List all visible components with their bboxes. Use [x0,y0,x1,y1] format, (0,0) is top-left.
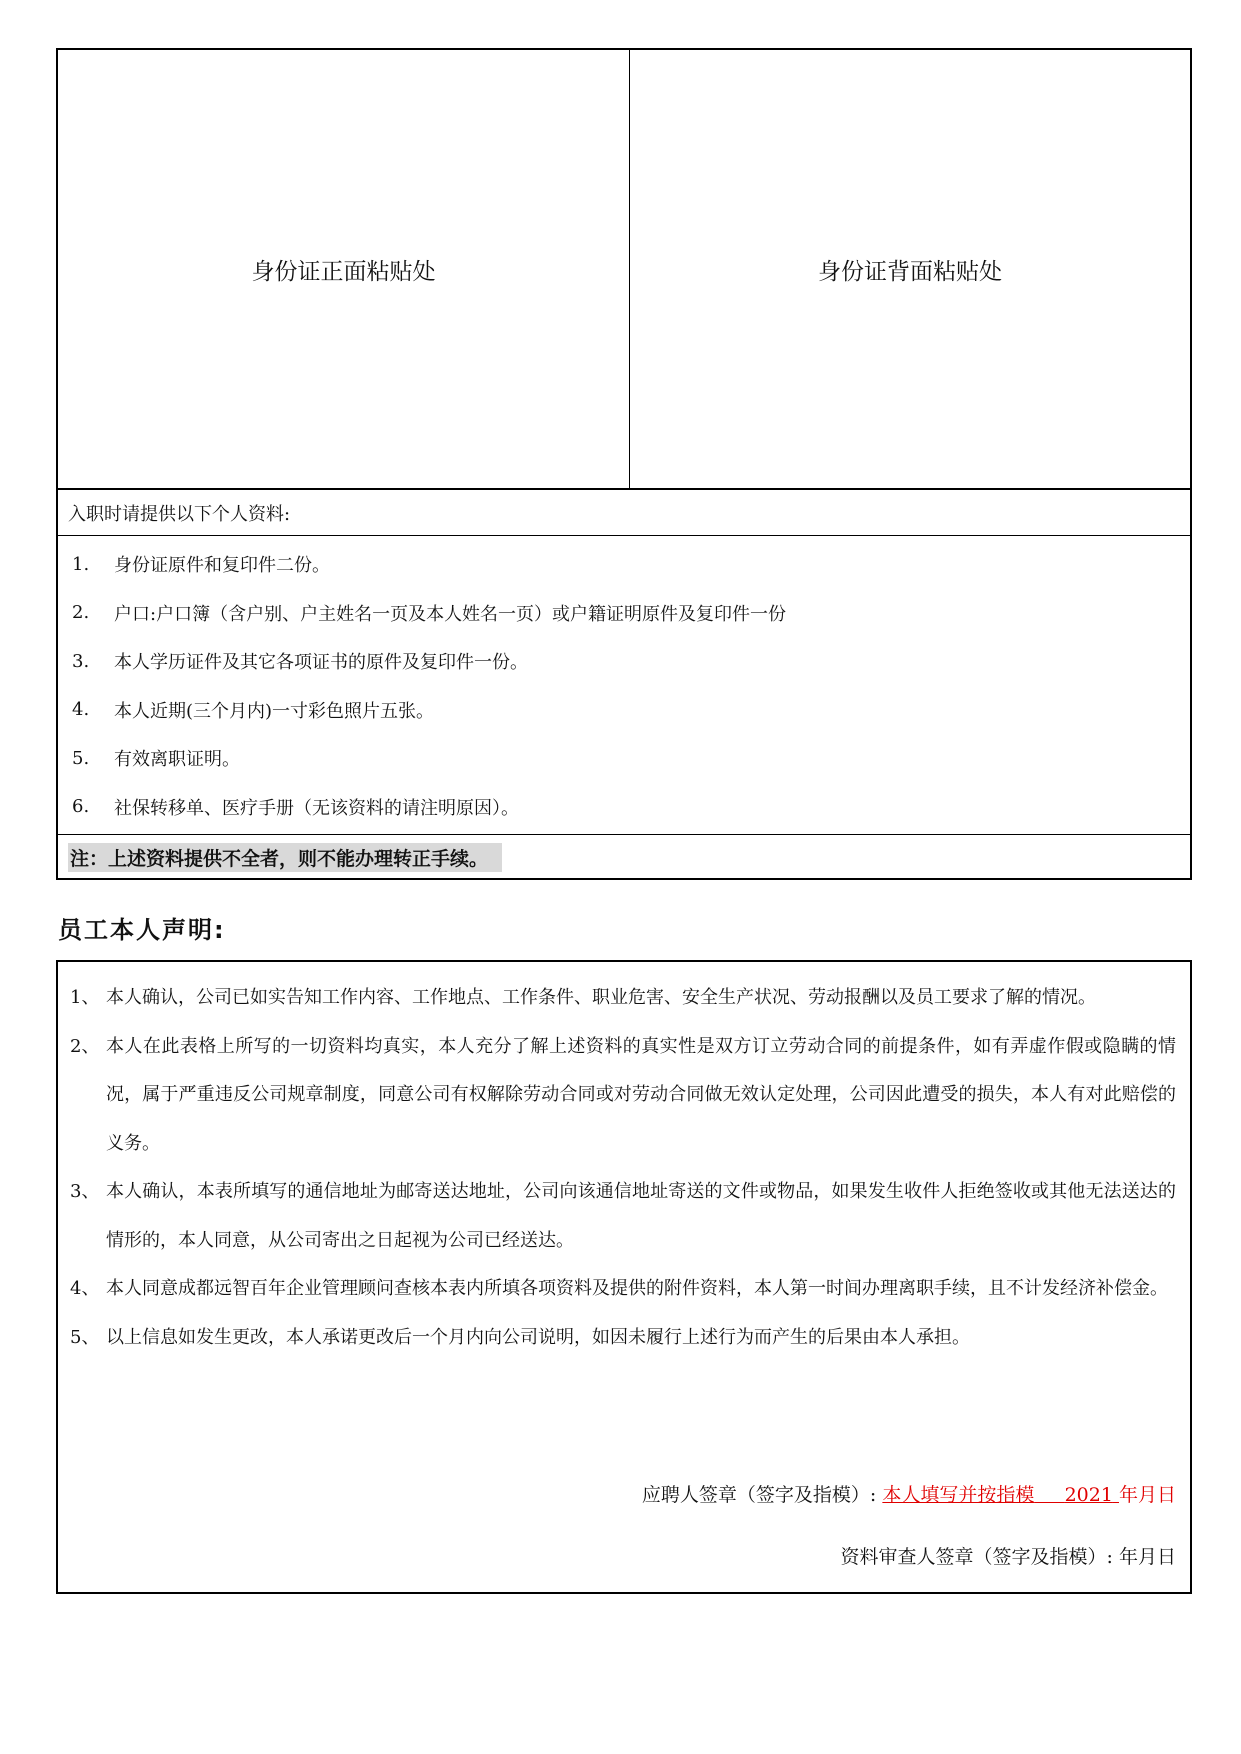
list-item [58,783,1190,832]
required-documents-section [56,488,1192,880]
item-number: 4. [72,699,90,721]
list-item [58,686,1190,735]
id-card-back-label: 身份证背面粘贴处 [818,258,1002,285]
applicant-signature-label: 应聘人签章（签字及指模）: [641,1484,877,1506]
declaration-list [58,962,1190,1362]
item-number: 6. [72,796,90,818]
applicant-signature-line [642,1480,1176,1507]
id-card-front-area[interactable] [58,50,630,488]
id-card-section [56,48,1192,490]
list-item [58,589,1190,638]
list-item [58,734,1190,783]
applicant-signature-value: 本人填写并按指模 [882,1484,1035,1506]
item-text: 本人确认，公司已如实告知工作内容、工作地点、工作条件、职业危害、安全生产状况、劳动报酬以及员工要求了解的情况。 [106,987,1096,1008]
list-item [58,540,1190,589]
item-text: 本人确认，本表所填写的通信地址为邮寄送达地址，公司向该通信地址寄送的文件或物品，如果发生收件人拒绝签收或其他无法送达的情形的，本人同意，从公司寄出之日起视为公司已经送达。 [106,1181,1176,1251]
item-text: 社保转移单、医疗手册（无该资料的请注明原因）。 [114,797,519,819]
item-number: 3、 [70,1181,100,1202]
documents-note-text: 注：上述资料提供不全者，则不能办理转正手续。 [68,843,502,872]
item-number: 1. [72,553,90,575]
applicant-date-suffix: 年月日 [1118,1484,1176,1506]
item-number: 3. [72,650,90,672]
item-number: 1、 [70,987,100,1008]
required-documents-header: 入职时请提供以下个人资料: [58,490,1190,536]
declaration-section [56,960,1192,1594]
documents-note [58,835,1190,880]
reviewer-signature-label: 资料审查人签章（签字及指模）: [840,1546,1113,1568]
item-text: 以上信息如发生更改，本人承诺更改后一个月内向公司说明，如因未履行上述行为而产生的后果由本人承担。 [106,1326,970,1348]
list-item [58,637,1190,686]
item-number: 4、 [70,1278,100,1299]
required-documents-list [58,536,1190,835]
item-number: 5. [72,747,90,769]
applicant-signature-field[interactable] [882,1484,1119,1506]
item-text: 有效离职证明。 [114,749,240,771]
item-text: 本人同意成都远智百年企业管理顾问查核本表内所填各项资料及提供的附件资料，本人第一时间办理离职手续，且不计发经济补偿金。 [106,1278,1168,1299]
reviewer-date-suffix[interactable]: 年月日 [1118,1546,1176,1568]
list-item [58,1023,1190,1169]
item-number: 2. [72,602,90,624]
item-text: 身份证原件和复印件二份。 [114,555,330,577]
list-item [58,1314,1190,1363]
item-text: 本人在此表格上所写的一切资料均真实，本人充分了解上述资料的真实性是双方订立劳动合同的前提条件，如有弄虚作假或隐瞒的情况，属于严重违反公司规章制度，同意公司有权解除劳动合同或对劳动合同做无效认定处理，公司因此遭受的损失，本人有对此赔偿的义务。 [106,1035,1176,1154]
item-text: 本人学历证件及其它各项证书的原件及复印件一份。 [114,652,528,674]
list-item [58,1168,1190,1265]
reviewer-signature-line [841,1542,1176,1569]
item-text: 户口:户口簿（含户别、户主姓名一页及本人姓名一页）或户籍证明原件及复印件一份 [114,603,787,625]
item-number: 5、 [70,1326,100,1348]
applicant-signature-year: 2021 [1064,1484,1113,1506]
list-item [58,974,1190,1023]
list-item [58,1265,1190,1314]
item-number: 2、 [70,1035,100,1057]
declaration-title: 员工本人声明: [58,916,226,944]
item-text: 本人近期(三个月内)一寸彩色照片五张。 [114,700,435,722]
id-card-front-label: 身份证正面粘贴处 [251,258,436,285]
id-card-back-area[interactable] [630,50,1190,488]
